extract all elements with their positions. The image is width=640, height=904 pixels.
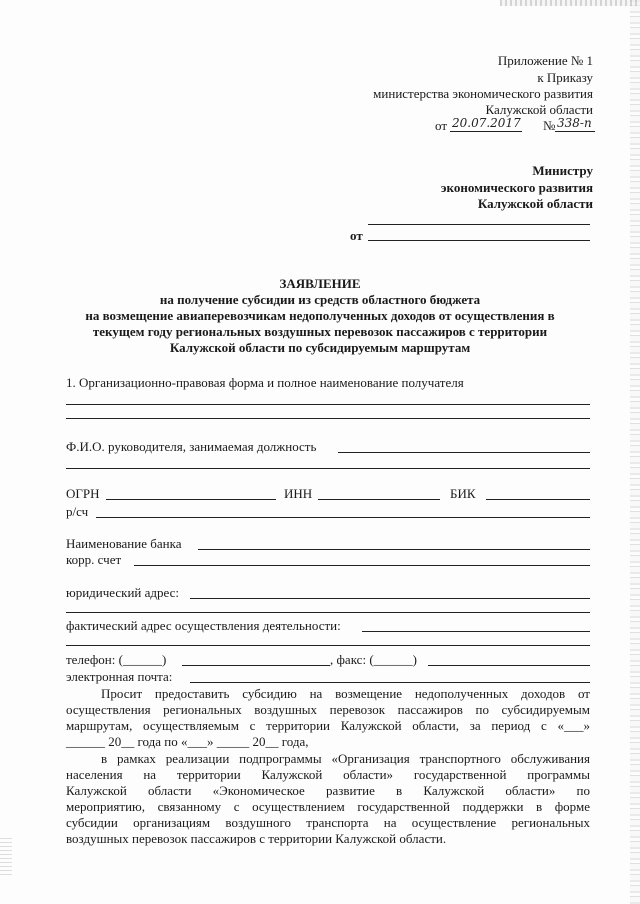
fax-label: , факс: (______): [330, 652, 417, 667]
actual-address-field[interactable]: [362, 631, 590, 632]
request-line-1: Просит предоставить субсидию на возмещение недополученных доходов от: [101, 686, 590, 701]
title-line-3: текущем году региональных воздушных перевозок пассажиров с территории: [92, 324, 548, 339]
request-line-3: маршрутам, осуществляемым с территории Калужской области, за период с «___»: [66, 718, 590, 733]
title-line-2: на возмещение авиаперевозчикам недополученных доходов от осуществления в: [85, 308, 555, 323]
ogrn-label: ОГРН: [66, 486, 100, 501]
email-label: электронная почта:: [66, 669, 173, 684]
legal-address-field[interactable]: [190, 598, 590, 599]
program-line-1: в рамках реализации подпрограммы «Организация транспортного обслуживания: [101, 751, 590, 766]
rs-label: р/сч: [66, 504, 89, 519]
number-underline: [555, 131, 595, 132]
fax-field[interactable]: [428, 665, 590, 666]
korr-label: корр. счет: [66, 552, 122, 567]
scan-edge-right: [630, 0, 640, 904]
bank-name-label: Наименование банка: [66, 536, 182, 551]
addressee-blank-1: [368, 224, 590, 225]
appendix-date-prefix: от: [435, 118, 448, 133]
email-field[interactable]: [190, 682, 590, 683]
bik-label: БИК: [450, 486, 476, 501]
korr-field[interactable]: [134, 565, 590, 566]
request-line-2: осуществления региональных воздушных перевозок пассажиров по субсидируемым: [66, 702, 590, 717]
ogrn-field[interactable]: [106, 499, 276, 500]
appendix-line-3: министерства экономического развития: [373, 86, 593, 101]
actual-address-label: фактический адрес осуществления деятельности:: [66, 618, 341, 633]
program-line-4: мероприятию, связанному с осуществлением государственной поддержки в форме: [66, 799, 590, 814]
inn-field[interactable]: [318, 499, 440, 500]
inn-label: ИНН: [284, 486, 313, 501]
head-name-line-2[interactable]: [66, 468, 590, 469]
date-underline: [450, 131, 522, 132]
addressee-from-label: от: [350, 228, 363, 243]
addressee-line-2: экономического развития: [440, 180, 593, 195]
appendix-line-1: Приложение № 1: [497, 53, 593, 68]
actual-address-field-2[interactable]: [66, 645, 590, 646]
appendix-line-2: к Приказу: [537, 70, 593, 85]
bik-field[interactable]: [486, 499, 590, 500]
rs-field[interactable]: [96, 517, 590, 518]
request-line-4: ______ 20__ года по «___» _____ 20__ года,: [66, 734, 309, 749]
phone-label: телефон: (______): [66, 652, 167, 667]
head-name-line-1[interactable]: [338, 452, 590, 453]
appendix-number-prefix: №: [543, 118, 556, 133]
program-line-6: воздушных перевозок пассажиров с территории Калужской области.: [66, 831, 447, 846]
phone-field[interactable]: [182, 665, 330, 666]
program-line-3: Калужской области «Экономическое развитие в Калужской области» по: [66, 783, 590, 798]
bank-name-field[interactable]: [198, 549, 590, 550]
org-form-line-2[interactable]: [66, 418, 590, 419]
document-heading: ЗАЯВЛЕНИЕ: [279, 276, 361, 291]
scan-edge-top: [500, 0, 640, 6]
addressee-line-3: Калужской области: [477, 196, 593, 211]
appendix-date-handwritten: 20.07.2017: [452, 116, 521, 130]
head-name-label: Ф.И.О. руководителя, занимаемая должность: [66, 439, 317, 454]
title-line-4: Калужской области по субсидируемым маршрутам: [169, 340, 471, 355]
org-form-label: 1. Организационно-правовая форма и полное наименование получателя: [66, 375, 464, 390]
title-line-1: на получение субсидии из средств областного бюджета: [159, 292, 481, 307]
appendix-line-4: Калужской области: [485, 102, 593, 117]
program-line-2: населения на территории Калужской области» государственной программы: [66, 767, 590, 782]
legal-address-label: юридический адрес:: [66, 585, 179, 600]
addressee-blank-2: [368, 240, 590, 241]
appendix-number-handwritten: 338-п: [557, 116, 592, 130]
program-line-5: субсидии организациям воздушного транспорта на осуществление региональных: [66, 815, 590, 830]
scan-margin-mark: [0, 838, 12, 878]
legal-address-field-2[interactable]: [66, 612, 590, 613]
addressee-line-1: Министру: [532, 163, 593, 178]
org-form-line-1[interactable]: [66, 404, 590, 405]
